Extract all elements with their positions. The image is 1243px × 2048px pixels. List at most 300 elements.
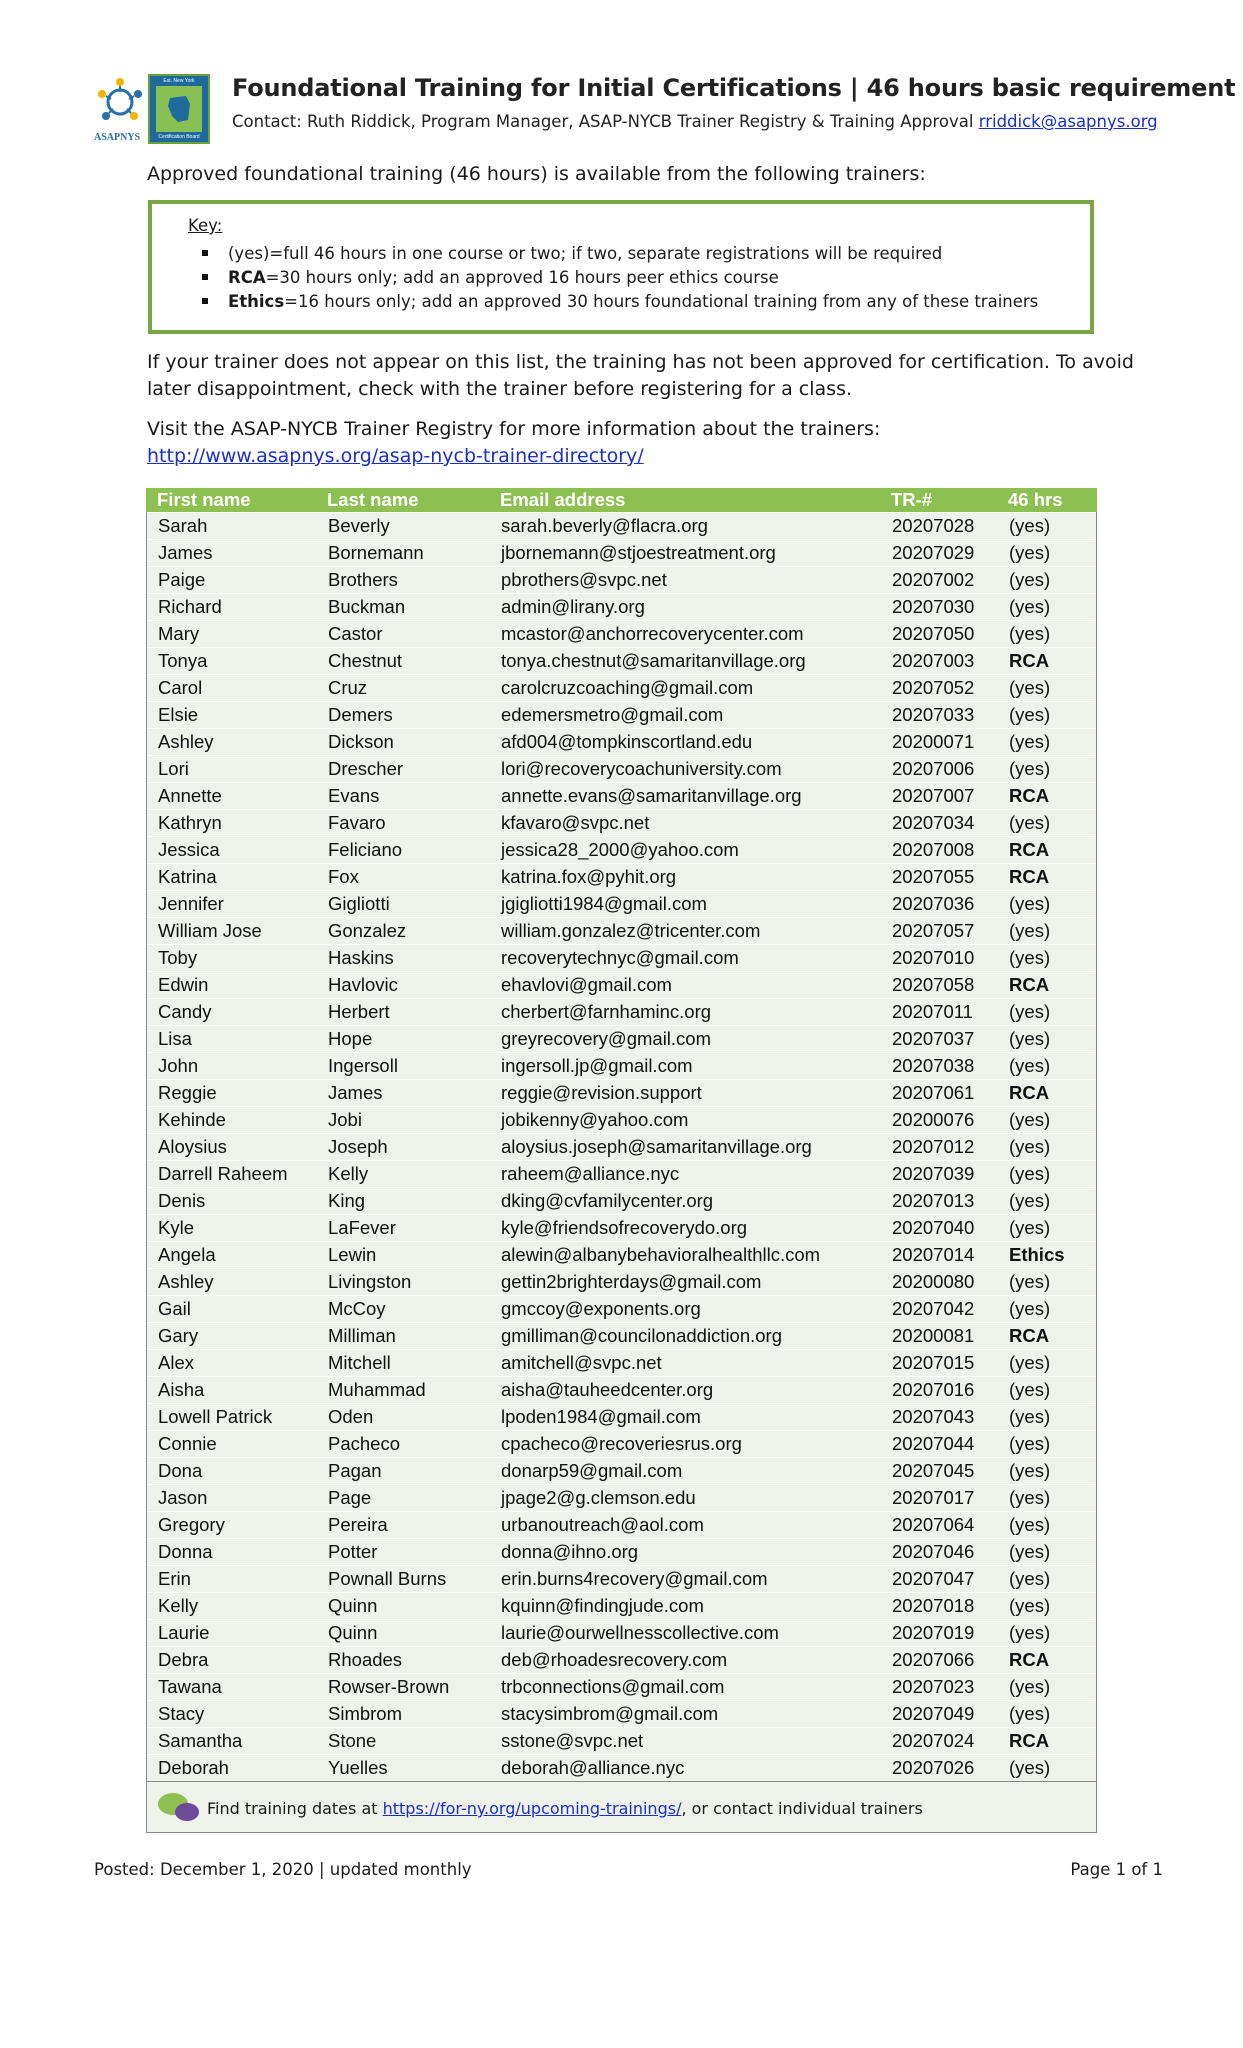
last-name-cell: Dickson: [328, 731, 394, 752]
first-name-cell: Stacy: [158, 1703, 205, 1724]
hours-cell: (yes): [1009, 1298, 1051, 1319]
hours-cell: (yes): [1009, 1001, 1051, 1022]
footer-text: Find training dates at https://for-ny.org/upcoming-trainings/, or contact individual trainers: [207, 1799, 923, 1818]
tr-number-cell: 20207052: [892, 677, 975, 698]
hours-cell: (yes): [1009, 731, 1051, 752]
header-last-name: Last name: [327, 489, 419, 510]
first-name-cell: Samantha: [158, 1730, 243, 1751]
last-name-cell: Quinn: [328, 1622, 378, 1643]
hours-cell: (yes): [1009, 947, 1051, 968]
hours-cell: (yes): [1009, 596, 1051, 617]
first-name-cell: Kathryn: [158, 812, 222, 833]
tr-number-cell: 20207007: [892, 785, 975, 806]
last-name-cell: Pacheco: [328, 1433, 400, 1454]
bullet-icon: [202, 298, 208, 304]
contact-line: [232, 112, 1158, 131]
tr-number-cell: 20207043: [892, 1406, 975, 1427]
hours-cell: (yes): [1009, 1352, 1051, 1373]
last-name-cell: Beverly: [328, 515, 390, 536]
hours-cell: (yes): [1009, 569, 1051, 590]
hours-cell: (yes): [1009, 1487, 1051, 1508]
last-name-cell: Herbert: [328, 1001, 390, 1022]
tr-number-cell: 20207050: [892, 623, 975, 644]
tr-number-cell: 20207064: [892, 1514, 975, 1535]
email-cell: lori@recoverycoachuniversity.com: [501, 758, 782, 779]
email-cell: gmccoy@exponents.org: [501, 1298, 701, 1319]
email-cell: pbrothers@svpc.net: [501, 569, 667, 590]
email-cell: katrina.fox@pyhit.org: [501, 866, 677, 887]
last-name-cell: Page: [328, 1487, 372, 1508]
first-name-cell: Kehinde: [158, 1109, 226, 1130]
first-name-cell: Tonya: [158, 650, 208, 671]
email-cell: tonya.chestnut@samaritanvillage.org: [501, 650, 806, 671]
email-cell: gettin2brighterdays@gmail.com: [501, 1271, 762, 1292]
last-name-cell: Milliman: [328, 1325, 396, 1346]
hours-cell: (yes): [1009, 1109, 1051, 1130]
tr-number-cell: 20207038: [892, 1055, 975, 1076]
first-name-cell: Elsie: [158, 704, 199, 725]
email-cell: kfavaro@svpc.net: [501, 812, 650, 833]
intro-text: Approved foundational training (46 hours) is available from the following trainers:: [147, 163, 926, 185]
email-cell: ehavlovi@gmail.com: [501, 974, 672, 995]
table-header-row: [146, 488, 1097, 512]
last-name-cell: Oden: [328, 1406, 374, 1427]
last-name-cell: Mitchell: [328, 1352, 391, 1373]
email-cell: deborah@alliance.nyc: [501, 1757, 685, 1778]
email-cell: sarah.beverly@flacra.org: [501, 515, 708, 536]
bullet-icon: [202, 274, 208, 280]
first-name-cell: Ashley: [158, 731, 214, 752]
tr-number-cell: 20207042: [892, 1298, 975, 1319]
last-name-cell: Stone: [328, 1730, 377, 1751]
last-name-cell: Pereira: [328, 1514, 388, 1535]
email-cell: annette.evans@samaritanvillage.org: [501, 785, 802, 806]
tr-number-cell: 20207029: [892, 542, 975, 563]
email-cell: deb@rhoadesrecovery.com: [501, 1649, 728, 1670]
table-row: [147, 1106, 1096, 1133]
hours-cell: RCA: [1009, 785, 1050, 806]
first-name-cell: Laurie: [158, 1622, 210, 1643]
table-row: [147, 1538, 1096, 1565]
tr-number-cell: 20207018: [892, 1595, 975, 1616]
hours-cell: RCA: [1009, 974, 1050, 995]
hours-cell: RCA: [1009, 650, 1050, 671]
table-row: [147, 1754, 1096, 1781]
email-cell: greyrecovery@gmail.com: [501, 1028, 712, 1049]
last-name-cell: Livingston: [328, 1271, 412, 1292]
tr-number-cell: 20207012: [892, 1136, 975, 1157]
table-row: [147, 1619, 1096, 1646]
tr-number-cell: 20207037: [892, 1028, 975, 1049]
tr-number-cell: 20207024: [892, 1730, 975, 1751]
table-row: [147, 647, 1096, 674]
email-cell: stacysimbrom@gmail.com: [501, 1703, 719, 1724]
first-name-cell: Darrell Raheem: [158, 1163, 288, 1184]
registry-url-link[interactable]: http://www.asapnys.org/asap-nycb-trainer-directory/: [147, 445, 644, 467]
email-cell: jgigliotti1984@gmail.com: [501, 893, 707, 914]
last-name-cell: King: [328, 1190, 366, 1211]
email-cell: alewin@albanybehavioralhealthllc.com: [501, 1244, 821, 1265]
table-row: [147, 836, 1096, 863]
table-row: [147, 944, 1096, 971]
last-name-cell: Drescher: [328, 758, 404, 779]
last-name-cell: Cruz: [328, 677, 368, 698]
tr-number-cell: 20207023: [892, 1676, 975, 1697]
first-name-cell: Donna: [158, 1541, 213, 1562]
tr-number-cell: 20207008: [892, 839, 975, 860]
table-row: [147, 1079, 1096, 1106]
first-name-cell: Kelly: [158, 1595, 199, 1616]
email-cell: aloysius.joseph@samaritanvillage.org: [501, 1136, 812, 1157]
table-row: [147, 1646, 1096, 1673]
last-name-cell: LaFever: [328, 1217, 396, 1238]
tr-number-cell: 20207047: [892, 1568, 975, 1589]
tr-number-cell: 20207045: [892, 1460, 975, 1481]
posted-date: Posted: December 1, 2020 | updated monthly: [94, 1860, 472, 1879]
hours-cell: (yes): [1009, 515, 1051, 536]
email-cell: donna@ihno.org: [501, 1541, 639, 1562]
hours-cell: RCA: [1009, 1082, 1050, 1103]
table-row: [147, 1241, 1096, 1268]
last-name-cell: Simbrom: [328, 1703, 403, 1724]
tr-number-cell: 20207002: [892, 569, 975, 590]
email-cell: afd004@tompkinscortland.edu: [501, 731, 753, 752]
tr-number-cell: 20207039: [892, 1163, 975, 1184]
hours-cell: RCA: [1009, 866, 1050, 887]
email-cell: jobikenny@yahoo.com: [501, 1109, 689, 1130]
first-name-cell: Denis: [158, 1190, 206, 1211]
table-row: [147, 539, 1096, 566]
hours-cell: (yes): [1009, 704, 1051, 725]
table-row: [147, 1565, 1096, 1592]
email-cell: erin.burns4recovery@gmail.com: [501, 1568, 768, 1589]
table-row: [147, 1403, 1096, 1430]
table-row: [147, 998, 1096, 1025]
table-row: [147, 1349, 1096, 1376]
hours-cell: (yes): [1009, 1379, 1051, 1400]
tr-number-cell: 20207011: [892, 1001, 973, 1022]
last-name-cell: Pagan: [328, 1460, 382, 1481]
table-row: [147, 1700, 1096, 1727]
first-name-cell: Deborah: [158, 1757, 229, 1778]
table-row: [147, 1484, 1096, 1511]
last-name-cell: Kelly: [328, 1163, 369, 1184]
first-name-cell: Jason: [158, 1487, 208, 1508]
hours-cell: (yes): [1009, 1190, 1051, 1211]
table-row: [147, 1376, 1096, 1403]
ny-state-icon: [166, 94, 192, 124]
email-cell: trbconnections@gmail.com: [501, 1676, 725, 1697]
header-first-name: First name: [157, 489, 251, 510]
email-cell: urbanoutreach@aol.com: [501, 1514, 704, 1535]
first-name-cell: Sarah: [158, 515, 208, 536]
hours-cell: (yes): [1009, 1406, 1051, 1427]
first-name-cell: Gail: [158, 1298, 191, 1319]
table-row: [147, 1727, 1096, 1754]
tr-number-cell: 20207014: [892, 1244, 975, 1265]
table-row: [147, 971, 1096, 998]
key-item-yes: (yes)=full 46 hours in one course or two; if two, separate registrations will be required: [202, 244, 942, 263]
tr-number-cell: 20200080: [892, 1271, 975, 1292]
hours-cell: Ethics: [1009, 1244, 1065, 1265]
hours-cell: (yes): [1009, 920, 1051, 941]
tr-number-cell: 20200081: [892, 1325, 975, 1346]
first-name-cell: Debra: [158, 1649, 209, 1670]
table-row: [147, 701, 1096, 728]
first-name-cell: Angela: [158, 1244, 216, 1265]
table-row: [147, 1430, 1096, 1457]
last-name-cell: Favaro: [328, 812, 386, 833]
first-name-cell: Toby: [158, 947, 198, 968]
key-box: [148, 200, 1094, 334]
email-cell: cherbert@farnhaminc.org: [501, 1001, 712, 1022]
hours-cell: (yes): [1009, 677, 1051, 698]
table-row: [147, 1673, 1096, 1700]
table-row: [147, 1025, 1096, 1052]
hours-cell: RCA: [1009, 1649, 1050, 1670]
email-cell: aisha@tauheedcenter.org: [501, 1379, 714, 1400]
table-row: [147, 566, 1096, 593]
last-name-cell: Ingersoll: [328, 1055, 398, 1076]
tr-number-cell: 20207033: [892, 704, 975, 725]
notice-paragraph: [147, 349, 1134, 403]
table-row: [147, 674, 1096, 701]
table-row: [147, 1322, 1096, 1349]
last-name-cell: Hope: [328, 1028, 373, 1049]
first-name-cell: William Jose: [158, 920, 262, 941]
logo-board-line1: Est. New York: [163, 78, 195, 84]
tr-number-cell: 20200076: [892, 1109, 975, 1130]
contact-email-link[interactable]: rriddick@asapnys.org: [978, 112, 1158, 131]
last-name-cell: Haskins: [328, 947, 394, 968]
notice-line-1: If your trainer does not appear on this list, the training has not been approved for certification. To avoid: [147, 351, 1134, 373]
table-row: [147, 728, 1096, 755]
certification-board-logo: [148, 74, 210, 144]
table-row: [147, 1268, 1096, 1295]
email-cell: lpoden1984@gmail.com: [501, 1406, 701, 1427]
table-row: [147, 1457, 1096, 1484]
table-row: [147, 1511, 1096, 1538]
email-cell: sstone@svpc.net: [501, 1730, 644, 1751]
tr-number-cell: 20207015: [892, 1352, 975, 1373]
email-cell: edemersmetro@gmail.com: [501, 704, 724, 725]
tr-number-cell: 20207034: [892, 812, 975, 833]
logo-board-line2: Certification Board: [158, 134, 200, 140]
first-name-cell: Katrina: [158, 866, 217, 887]
first-name-cell: Lori: [158, 758, 189, 779]
table-row: [147, 620, 1096, 647]
email-cell: kyle@friendsofrecoverydo.org: [501, 1217, 748, 1238]
last-name-cell: Joseph: [328, 1136, 388, 1157]
email-cell: mcastor@anchorrecoverycenter.com: [501, 623, 804, 644]
tr-number-cell: 20207046: [892, 1541, 975, 1562]
hours-cell: (yes): [1009, 1271, 1051, 1292]
email-cell: raheem@alliance.nyc: [501, 1163, 680, 1184]
tr-number-cell: 20207019: [892, 1622, 975, 1643]
first-name-cell: Mary: [158, 623, 200, 644]
email-cell: jpage2@g.clemson.edu: [501, 1487, 696, 1508]
hours-cell: (yes): [1009, 1136, 1051, 1157]
hours-cell: (yes): [1009, 1568, 1051, 1589]
table-row: [147, 593, 1096, 620]
first-name-cell: Reggie: [158, 1082, 217, 1103]
first-name-cell: Edwin: [158, 974, 209, 995]
table-row: [147, 809, 1096, 836]
hours-cell: (yes): [1009, 1676, 1051, 1697]
first-name-cell: Erin: [158, 1568, 191, 1589]
table-row: [147, 1160, 1096, 1187]
hours-cell: (yes): [1009, 623, 1051, 644]
email-cell: recoverytechnyc@gmail.com: [501, 947, 739, 968]
email-cell: jbornemann@stjoestreatment.org: [501, 542, 776, 563]
header-tr-number: TR-#: [891, 489, 933, 510]
first-name-cell: Aisha: [158, 1379, 205, 1400]
tr-number-cell: 20207044: [892, 1433, 975, 1454]
tr-number-cell: 20207003: [892, 650, 975, 671]
registry-line: Visit the ASAP-NYCB Trainer Registry for more information about the trainers:: [147, 418, 881, 440]
tr-number-cell: 20207049: [892, 1703, 975, 1724]
table-row: [147, 863, 1096, 890]
first-name-cell: Alex: [158, 1352, 194, 1373]
last-name-cell: Gigliotti: [328, 893, 390, 914]
last-name-cell: Buckman: [328, 596, 406, 617]
hours-cell: RCA: [1009, 1730, 1050, 1751]
last-name-cell: Bornemann: [328, 542, 424, 563]
hours-cell: RCA: [1009, 1325, 1050, 1346]
table-row: [147, 755, 1096, 782]
last-name-cell: Castor: [328, 623, 383, 644]
last-name-cell: Chestnut: [328, 650, 403, 671]
first-name-cell: Carol: [158, 677, 203, 698]
email-cell: admin@lirany.org: [501, 596, 645, 617]
last-name-cell: Havlovic: [328, 974, 398, 995]
first-name-cell: Jessica: [158, 839, 220, 860]
hours-cell: (yes): [1009, 758, 1051, 779]
last-name-cell: Demers: [328, 704, 393, 725]
key-title: Key:: [188, 216, 223, 235]
tr-number-cell: 20207013: [892, 1190, 975, 1211]
hours-cell: (yes): [1009, 893, 1051, 914]
email-cell: william.gonzalez@tricenter.com: [501, 920, 761, 941]
page-title: Foundational Training for Initial Certifications | 46 hours basic requirement: [232, 74, 1236, 102]
trainings-url-link[interactable]: https://for-ny.org/upcoming-trainings/: [382, 1799, 682, 1818]
email-cell: ingersoll.jp@gmail.com: [501, 1055, 693, 1076]
tr-number-cell: 20207066: [892, 1649, 975, 1670]
table-row: [147, 512, 1096, 539]
first-name-cell: Jennifer: [158, 893, 224, 914]
last-name-cell: Evans: [328, 785, 380, 806]
hours-cell: (yes): [1009, 1541, 1051, 1562]
table-body: [146, 512, 1097, 1781]
last-name-cell: Yuelles: [328, 1757, 388, 1778]
header-email: Email address: [500, 489, 626, 510]
first-name-cell: Paige: [158, 569, 206, 590]
tr-number-cell: 20207010: [892, 947, 975, 968]
tr-number-cell: 20207017: [892, 1487, 975, 1508]
hours-cell: (yes): [1009, 1703, 1051, 1724]
first-name-cell: Tawana: [158, 1676, 222, 1697]
first-name-cell: James: [158, 542, 213, 563]
hours-cell: (yes): [1009, 1217, 1051, 1238]
tr-number-cell: 20207055: [892, 866, 975, 887]
email-cell: dking@cvfamilycenter.org: [501, 1190, 714, 1211]
last-name-cell: Lewin: [328, 1244, 377, 1265]
email-cell: jessica28_2000@yahoo.com: [501, 839, 739, 860]
asapnys-logo-text: ASAPNYS: [94, 132, 141, 143]
table-row: [147, 1295, 1096, 1322]
last-name-cell: Gonzalez: [328, 920, 407, 941]
email-cell: reggie@revision.support: [501, 1082, 702, 1103]
for-ny-logo-icon: [157, 1790, 201, 1824]
first-name-cell: Ashley: [158, 1271, 214, 1292]
hours-cell: (yes): [1009, 1757, 1051, 1778]
first-name-cell: Gregory: [158, 1514, 225, 1535]
first-name-cell: Richard: [158, 596, 222, 617]
tr-number-cell: 20207030: [892, 596, 975, 617]
table-row: [147, 1592, 1096, 1619]
last-name-cell: Brothers: [328, 569, 398, 590]
first-name-cell: Kyle: [158, 1217, 194, 1238]
table-row: [147, 1214, 1096, 1241]
first-name-cell: Lisa: [158, 1028, 192, 1049]
last-name-cell: James: [328, 1082, 383, 1103]
first-name-cell: Candy: [158, 1001, 212, 1022]
key-item-rca: RCA=30 hours only; add an approved 16 hours peer ethics course: [202, 268, 779, 287]
header-logos: [94, 74, 210, 144]
hours-cell: (yes): [1009, 1433, 1051, 1454]
hours-cell: RCA: [1009, 839, 1050, 860]
tr-number-cell: 20207026: [892, 1757, 975, 1778]
tr-number-cell: 20207036: [892, 893, 975, 914]
email-cell: cpacheco@recoveriesrus.org: [501, 1433, 742, 1454]
hours-cell: (yes): [1009, 1055, 1051, 1076]
email-cell: gmilliman@councilonaddiction.org: [501, 1325, 783, 1346]
notice-line-2: later disappointment, check with the trainer before registering for a class.: [147, 378, 853, 400]
hours-cell: (yes): [1009, 1163, 1051, 1184]
last-name-cell: Jobi: [328, 1109, 362, 1130]
tr-number-cell: 20207016: [892, 1379, 975, 1400]
email-cell: donarp59@gmail.com: [501, 1460, 683, 1481]
hours-cell: (yes): [1009, 1622, 1051, 1643]
tr-number-cell: 20207006: [892, 758, 975, 779]
hours-cell: (yes): [1009, 812, 1051, 833]
tr-number-cell: 20207040: [892, 1217, 975, 1238]
email-cell: carolcruzcoaching@gmail.com: [501, 677, 754, 698]
table-row: [147, 890, 1096, 917]
hours-cell: (yes): [1009, 1595, 1051, 1616]
last-name-cell: Pownall Burns: [328, 1568, 447, 1589]
tr-number-cell: 20200071: [892, 731, 975, 752]
first-name-cell: John: [158, 1055, 199, 1076]
first-name-cell: Connie: [158, 1433, 217, 1454]
first-name-cell: Aloysius: [158, 1136, 227, 1157]
table-row: [147, 917, 1096, 944]
tr-number-cell: 20207028: [892, 515, 975, 536]
last-name-cell: Rhoades: [328, 1649, 403, 1670]
last-name-cell: Feliciano: [328, 839, 403, 860]
last-name-cell: Quinn: [328, 1595, 378, 1616]
tr-number-cell: 20207058: [892, 974, 975, 995]
table-footer-row: [146, 1781, 1097, 1833]
first-name-cell: Gary: [158, 1325, 199, 1346]
table-row: [147, 1052, 1096, 1079]
registry-paragraph: [147, 416, 880, 470]
email-cell: laurie@ourwellnesscollective.com: [501, 1622, 779, 1643]
table-row: [147, 1187, 1096, 1214]
last-name-cell: Fox: [328, 866, 359, 887]
tr-number-cell: 20207057: [892, 920, 975, 941]
tr-number-cell: 20207061: [892, 1082, 975, 1103]
